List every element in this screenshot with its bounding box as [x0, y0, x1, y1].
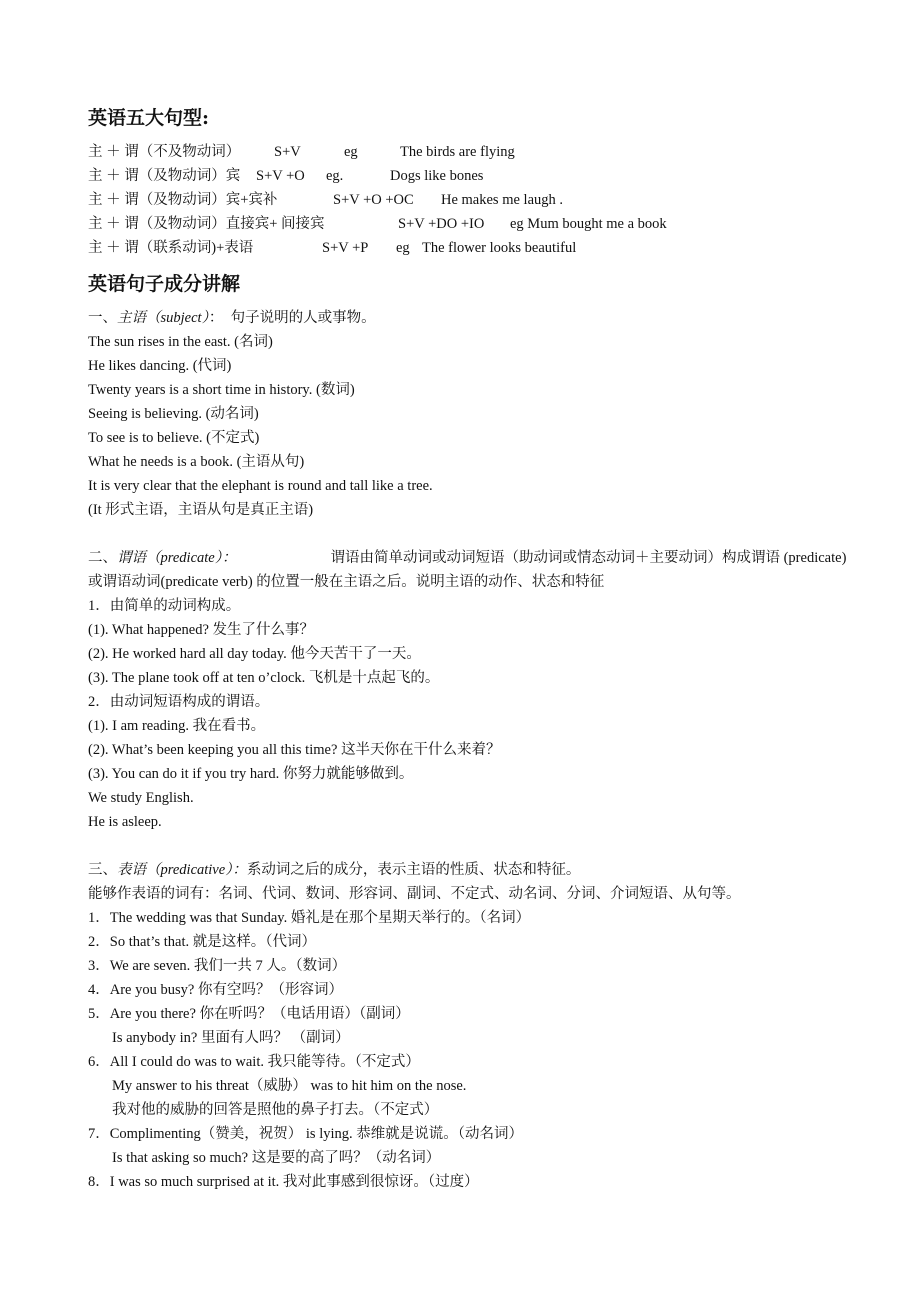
predicate-prefix: 二、	[88, 550, 117, 566]
predicate-section	[88, 546, 848, 834]
pattern-example: eg Mum bought me a book	[510, 216, 667, 232]
example-line: (2). What’s been keeping you all this time? 这半天你在干什么来着？	[88, 742, 501, 758]
predicate-heading	[88, 546, 848, 594]
pattern-row	[88, 212, 848, 236]
pattern-row	[88, 188, 848, 212]
pattern-eg: eg	[396, 240, 410, 256]
example-line: 1．The wedding was that Sunday. 婚礼是在那个星期天举行的。（名词）	[88, 910, 531, 926]
predicative-heading	[88, 858, 848, 882]
pattern-example: The birds are flying	[400, 144, 515, 160]
example-line: Twenty years is a short time in history. (数词)	[88, 382, 355, 398]
document-content	[88, 104, 848, 1194]
example-line: 我对他的威胁的回答是照他的鼻子打去。（不定式）	[112, 1102, 439, 1118]
subject-term: 主语（subject）	[117, 310, 209, 326]
pattern-formula: S+V +P	[322, 240, 369, 256]
example-line: It is very clear that the elephant is round and tall like a tree.	[88, 478, 433, 494]
components-title: 英语句子成分讲解	[88, 273, 241, 295]
example-line: 2．So that’s that. 就是这样。（代词）	[88, 934, 316, 950]
predicate-term: 谓语（predicate）：	[117, 550, 237, 566]
example-line: He likes dancing. (代词)	[88, 358, 232, 374]
example-line: 5．Are you there? 你在听吗？（电话用语）（副词）	[88, 1006, 410, 1022]
pattern-desc: 主 ＋ 谓（及物动词）直接宾+ 间接宾	[88, 216, 325, 232]
predicative-section	[88, 858, 848, 1194]
predicative-prefix: 三、	[88, 862, 117, 878]
pattern-eg: eg.	[326, 168, 344, 184]
subject-desc: 句子说明的人或事物。	[230, 310, 376, 326]
example-line: To see is to believe. (不定式)	[88, 430, 260, 446]
pattern-formula: S+V +DO +IO	[398, 216, 485, 232]
example-line: 4．Are you busy? 你有空吗？（形容词）	[88, 982, 343, 998]
example-line: (It 形式主语，主语从句是真正主语)	[88, 502, 314, 518]
pattern-desc: 主 ＋ 谓（及物动词）宾	[88, 168, 241, 184]
example-line: What he needs is a book. (主语从句)	[88, 454, 305, 470]
example-line: 1．由简单的动词构成。	[88, 598, 241, 614]
predicative-term: 表语（predicative）：	[117, 862, 247, 878]
example-line: 8．I was so much surprised at it. 我对此事感到很惊讶。（过度）	[88, 1174, 479, 1190]
example-line: (1). What happened? 发生了什么事？	[88, 622, 315, 638]
subject-heading	[88, 306, 848, 330]
predicative-desc: 系动词之后的成分，表示主语的性质、状态和特征。	[246, 862, 581, 878]
example-line: The sun rises in the east. (名词)	[88, 334, 273, 350]
example-line: Is that asking so much? 这是要的高了吗？（动名词）	[112, 1150, 441, 1166]
example-line: (2). He worked hard all day today. 他今天苦干了一天。	[88, 646, 421, 662]
pattern-row	[88, 140, 848, 164]
example-line: 7．Complimenting（赞美，祝贺） is lying. 恭维就是说谎。（动名词）	[88, 1126, 524, 1142]
example-line: Is anybody in? 里面有人吗？ （副词）	[112, 1030, 350, 1046]
pattern-list	[88, 140, 848, 260]
example-line: (3). The plane took off at ten o’clock. 飞机是十点起飞的。	[88, 670, 440, 686]
pattern-formula: S+V	[274, 144, 301, 160]
pattern-example: Dogs like bones	[390, 168, 484, 184]
predicate-desc: 谓语由简单动词或动词短语（助动词或情态动词＋主要动词）构成谓语 (predicate) 或谓语动词(predicate verb) 的位置一般在主语之后。说明主语的动作、状态和特征	[88, 550, 847, 590]
example-line: 3．We are seven. 我们一共 7 人。（数词）	[88, 958, 347, 974]
spacer	[88, 522, 848, 546]
subject-prefix: 一、	[88, 310, 117, 326]
example-line: My answer to his threat（威胁） was to hit him on the nose.	[112, 1078, 467, 1094]
pattern-desc: 主 ＋ 谓（联系动词)+表语	[88, 240, 254, 256]
subject-section	[88, 306, 848, 522]
pattern-eg: eg	[344, 144, 358, 160]
patterns-title: 英语五大句型:	[88, 107, 210, 129]
pattern-formula: S+V +O +OC	[333, 192, 414, 208]
pattern-row	[88, 236, 848, 260]
example-line: He is asleep.	[88, 814, 162, 830]
pattern-desc: 主 ＋ 谓（及物动词）宾+宾补	[88, 192, 278, 208]
subject-colon: ：	[208, 310, 224, 326]
pattern-example: He makes me laugh .	[441, 192, 564, 208]
pattern-formula: S+V +O	[256, 168, 305, 184]
example-line: 6．All I could do was to wait. 我只能等待。（不定式）	[88, 1054, 420, 1070]
pattern-desc: 主 ＋ 谓（不及物动词）	[88, 144, 241, 160]
example-line: (1). I am reading. 我在看书。	[88, 718, 266, 734]
spacer	[88, 834, 848, 858]
example-line: 2．由动词短语构成的谓语。	[88, 694, 270, 710]
pattern-example: The flower looks beautiful	[422, 240, 577, 256]
example-line: 能够作表语的词有：名词、代词、数词、形容词、副词、不定式、动名词、分词、介词短语、从句等。	[88, 886, 741, 902]
pattern-row	[88, 164, 848, 188]
example-line: Seeing is believing. (动名词)	[88, 406, 259, 422]
example-line: (3). You can do it if you try hard. 你努力就能够做到。	[88, 766, 414, 782]
example-line: We study English.	[88, 790, 194, 806]
